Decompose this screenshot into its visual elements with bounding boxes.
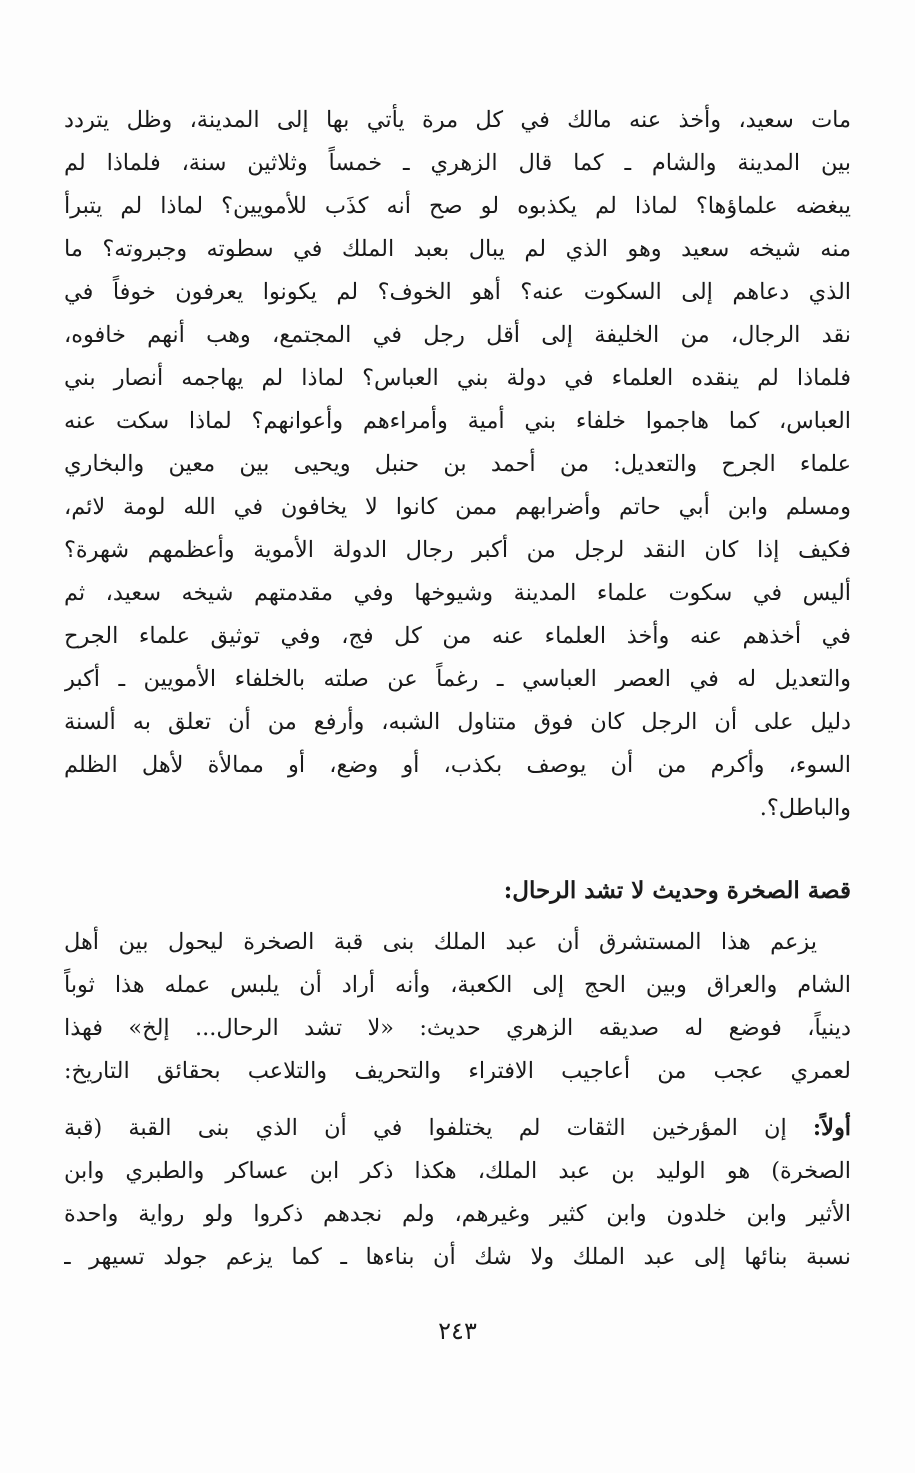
paragraph-1-line: في أخذهم عنه وأخذ العلماء عنه من كل فج، وفي توثيق علماء الجرح bbox=[64, 623, 851, 649]
paragraph-1-line: والباطل؟. bbox=[759, 795, 851, 821]
paragraph-3-first-line bbox=[64, 1107, 851, 1150]
paragraph-3-line: الصخرة) هو الوليد بن عبد الملك، هكذا ذكر ابن عساكر والطبري وابن bbox=[64, 1158, 851, 1184]
paragraph-3-line: نسبة بنائها إلى عبد الملك ولا شك أن بناءها ـ كما يزعم جولد تسيهر ـ bbox=[64, 1244, 851, 1270]
paragraph-3 bbox=[64, 1107, 851, 1279]
paragraph-1-line: ومسلم وابن أبي حاتم وأضرابهم ممن كانوا لا يخافون في الله لومة لائم، bbox=[64, 494, 851, 520]
paragraph-1-line: الذي دعاهم إلى السكوت عنه؟ أهو الخوف؟ لم يكونوا يعرفون خوفاً في bbox=[64, 279, 851, 305]
paragraph-1 bbox=[64, 99, 851, 830]
page-number: ٢٤٣ bbox=[438, 1317, 477, 1345]
paragraph-2-line: دينياً، فوضع له صديقه الزهري حديث: «لا تشد الرحال... إلخ» فهذا bbox=[64, 1015, 851, 1041]
paragraph-1-line: السوء، وأكرم من أن يوصف بكذب، أو وضع، أو ممالأة لأهل الظلم bbox=[64, 752, 851, 778]
paragraph-2-line: الشام والعراق وبين الحج إلى الكعبة، وأنه أراد أن يلبس عمله هذا ثوباً bbox=[64, 972, 851, 998]
paragraph-1-line: فلماذا لم ينقده العلماء في دولة بني العباس؟ لماذا لم يهاجمه أنصار بني bbox=[64, 365, 851, 391]
paragraph-2-line: يزعم هذا المستشرق أن عبد الملك بنى قبة الصخرة ليحول بين أهل bbox=[64, 929, 817, 955]
paragraph-1-line: يبغضه علماؤها؟ لماذا لم يكذبوه لو صح أنه كذَب للأمويين؟ لماذا لم يتبرأ bbox=[64, 193, 851, 219]
paragraph-2-line: لعمري عجب من أعاجيب الافتراء والتحريف والتلاعب بحقائق التاريخ: bbox=[64, 1058, 851, 1084]
paragraph-2 bbox=[64, 921, 851, 1093]
paragraph-3-first-line-rest: إن المؤرخين الثقات لم يختلفوا في أن الذي بنى القبة (قبة bbox=[64, 1115, 813, 1141]
paragraph-1-line: نقد الرجال، من الخليفة إلى أقل رجل في المجتمع، وهب أنهم خافوه، bbox=[64, 322, 851, 348]
paragraph-3-lead: أولاً: bbox=[812, 1115, 851, 1141]
paragraph-1-line: أليس في سكوت علماء المدينة وشيوخها وفي مقدمتهم شيخه سعيد، ثم bbox=[64, 580, 851, 606]
paragraph-1-line: فكيف إذا كان النقد لرجل من أكبر رجال الدولة الأموية وأعظمهم شهرة؟ bbox=[64, 537, 851, 563]
paragraph-1-line: بين المدينة والشام ـ كما قال الزهري ـ خمساً وثلاثين سنة، فلماذا لم bbox=[64, 150, 851, 176]
paragraph-1-line: مات سعيد، وأخذ عنه مالك في كل مرة يأتي بها إلى المدينة، وظل يتردد bbox=[64, 107, 851, 133]
paragraph-1-line: والتعديل له في العصر العباسي ـ رغماً عن صلته بالخلفاء الأمويين ـ أكبر bbox=[64, 666, 851, 692]
paragraph-3-line: الأثير وابن خلدون وابن كثير وغيرهم، ولم نجدهم ذكروا ولو رواية واحدة bbox=[64, 1201, 851, 1227]
section-heading: قصة الصخرة وحديث لا تشد الرحال: bbox=[503, 877, 851, 904]
paragraph-1-line: دليل على أن الرجل كان فوق متناول الشبه، وأرفع من أن تعلق به ألسنة bbox=[64, 709, 851, 735]
paragraph-1-line: علماء الجرح والتعديل: من أحمد بن حنبل ويحيى بين معين والبخاري bbox=[64, 451, 851, 477]
paragraph-1-line: العباس، كما هاجموا خلفاء بني أمية وأمراءهم وأعوانهم؟ لماذا سكت عنه bbox=[64, 408, 851, 434]
paragraph-1-line: منه شيخه سعيد وهو الذي لم يبال بعبد الملك في سطوته وجبروته؟ ما bbox=[64, 236, 851, 262]
